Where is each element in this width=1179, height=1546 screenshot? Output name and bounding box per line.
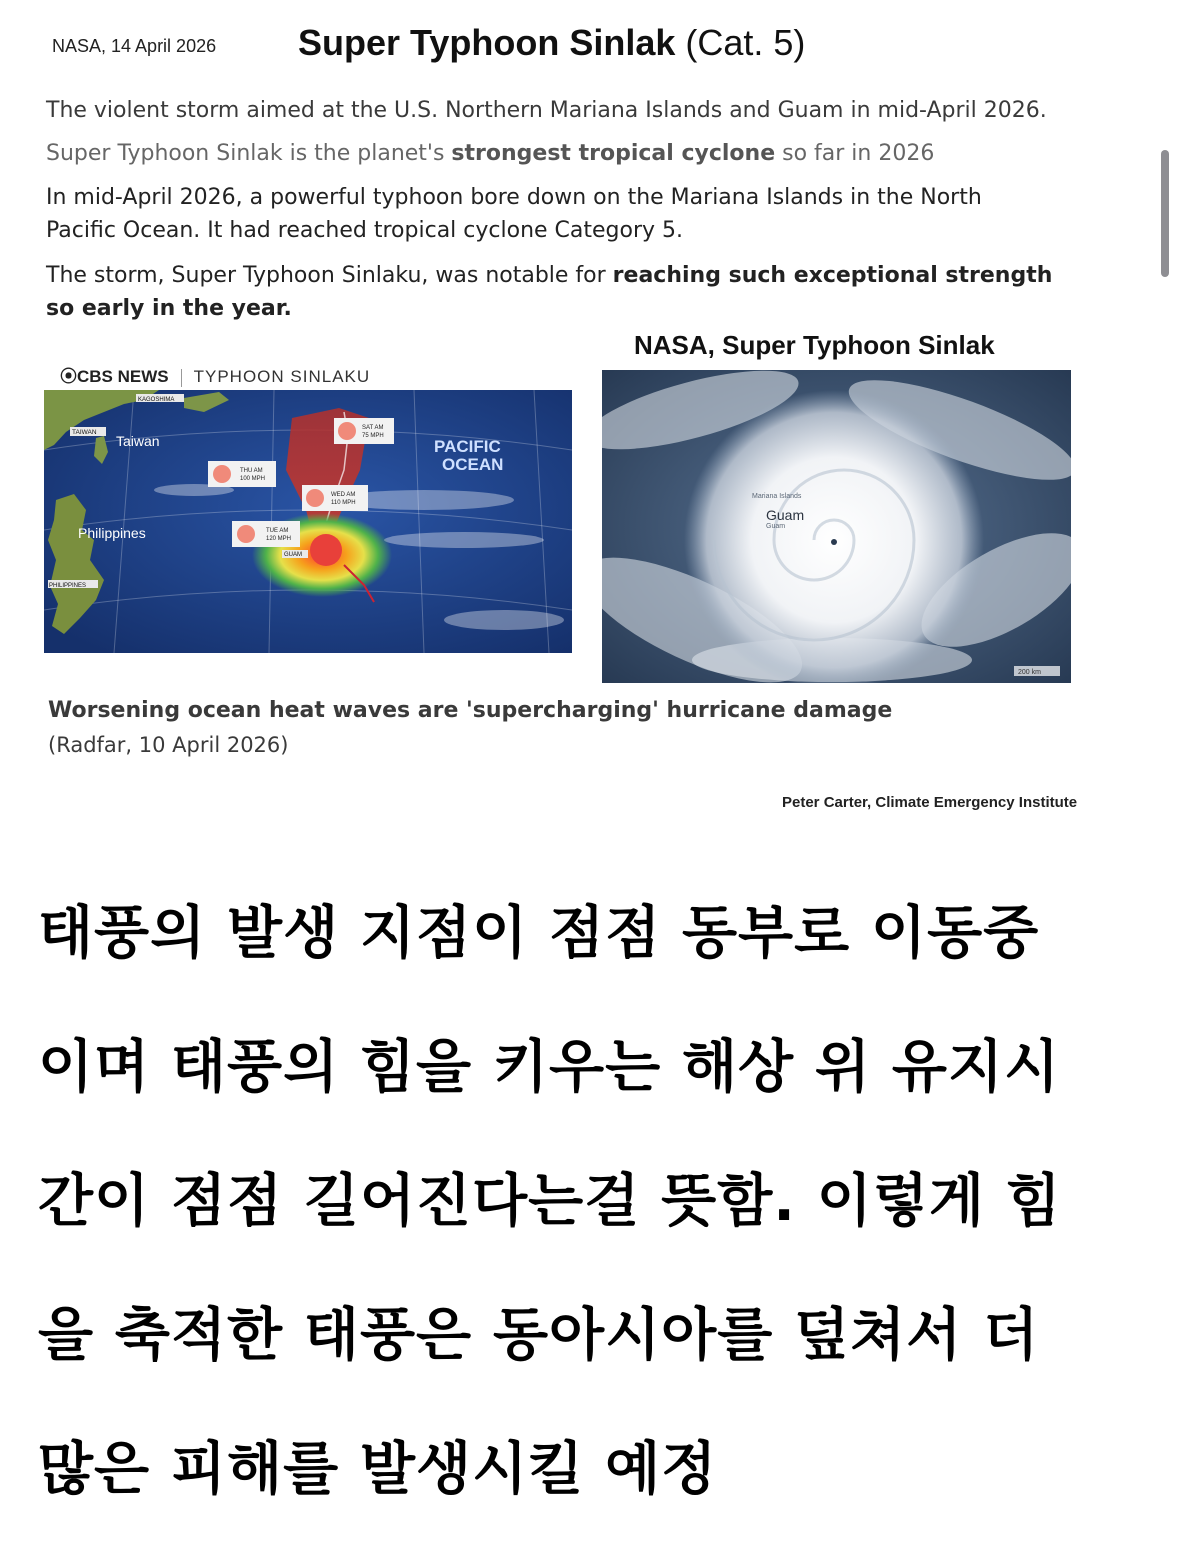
- nasa-satellite-image: [602, 370, 1071, 683]
- storm-core: [310, 534, 342, 566]
- forecast-day: WED AM: [331, 492, 356, 498]
- guam-sublabel: Guam: [766, 523, 786, 530]
- forecast-day: SAT AM: [362, 425, 384, 431]
- forecast-tue: [232, 521, 300, 547]
- title-main: Super Typhoon Sinlak: [298, 22, 676, 63]
- caption-line: 이며 태풍의 힘을 키우는 해상 위 유지시: [38, 1034, 1061, 1100]
- kagoshima-label: KAGOSHIMA: [138, 397, 175, 403]
- caption-line: 간이 점점 길어진다는걸 뜻함. 이렇게 힘: [38, 1168, 1062, 1234]
- nasa-image-heading: NASA, Super Typhoon Sinlak: [634, 330, 995, 360]
- caption-line: 을 축적한 태풍은 동아시아를 덮쳐서 더: [38, 1302, 1040, 1368]
- source-date: NASA, 14 April 2026: [52, 36, 217, 56]
- text-span: so far in 2026: [775, 141, 935, 166]
- paragraph-line: [46, 259, 1052, 292]
- bold-span: reaching such exceptional strength: [612, 263, 1053, 288]
- caption-line: 태풍의 발생 지점이 점점 동부로 이동중: [38, 900, 1040, 966]
- forecast-speed: 110 MPH: [331, 500, 356, 506]
- forecast-day: THU AM: [240, 468, 263, 474]
- korean-caption: [38, 866, 1148, 1536]
- paragraph-line: [46, 292, 1052, 325]
- satellite-svg: [602, 370, 1071, 683]
- forecast-sat: [334, 418, 394, 444]
- article-title: Worsening ocean heat waves are 'supercharging' hurricane damage: [48, 698, 893, 723]
- paragraph-line: In mid-April 2026, a powerful typhoon bore down on the Mariana Islands in the North: [46, 185, 982, 210]
- philippines-box-label: PHILIPPINES: [49, 583, 87, 589]
- divider: [181, 369, 182, 387]
- philippines-label: Philippines: [78, 525, 146, 541]
- text-span: Super Typhoon Sinlak is the planet's: [46, 141, 452, 166]
- description-paragraph: [46, 181, 982, 247]
- text-span: The storm, Super Typhoon Sinlaku, was notable for: [46, 263, 613, 288]
- forecast-speed: 100 MPH: [240, 476, 266, 482]
- cbs-logo: ⦿CBS NEWS: [60, 367, 169, 386]
- page-title: [298, 22, 805, 64]
- strongest-line: [46, 137, 934, 170]
- scrollbar-thumb[interactable]: [1161, 150, 1169, 277]
- paragraph-line: Pacific Ocean. It had reached tropical cyclone Category 5.: [46, 218, 684, 243]
- intro-line: The violent storm aimed at the U.S. Northern Mariana Islands and Guam in mid-April 2026.: [46, 98, 1047, 123]
- forecast-wed: [302, 485, 368, 511]
- notable-paragraph: [46, 259, 1052, 325]
- map-svg: [44, 390, 572, 653]
- forecast-thu: [208, 461, 276, 487]
- taiwan-label: Taiwan: [116, 433, 160, 449]
- forecast-day: TUE AM: [266, 528, 289, 534]
- typhoon-eye: [831, 539, 837, 545]
- caption-line: 많은 피해를 발생시킬 예정: [38, 1436, 718, 1502]
- cbs-subtitle: TYPHOON SINLAKU: [193, 367, 371, 386]
- title-category: (Cat. 5): [675, 22, 806, 63]
- ocean-label: OCEAN: [442, 455, 504, 474]
- credit-line: Peter Carter, Climate Emergency Institute: [782, 794, 1078, 811]
- forecast-speed: 75 MPH: [362, 433, 384, 439]
- taiwan-box-label: TAIWAN: [72, 429, 97, 436]
- guam-label: GUAM: [284, 552, 302, 558]
- cbs-header: [60, 362, 370, 387]
- pacific-label: PACIFIC: [434, 437, 501, 456]
- bold-span: so early in the year.: [46, 296, 292, 321]
- guam-label: Guam: [766, 507, 805, 523]
- bold-span: strongest tropical cyclone: [451, 141, 776, 166]
- mariana-label: Mariana Islands: [752, 493, 802, 500]
- scale-label: 200 km: [1018, 669, 1041, 676]
- forecast-speed: 120 MPH: [266, 536, 292, 542]
- article-citation: (Radfar, 10 April 2026): [48, 733, 289, 757]
- typhoon-track-map: [44, 390, 572, 653]
